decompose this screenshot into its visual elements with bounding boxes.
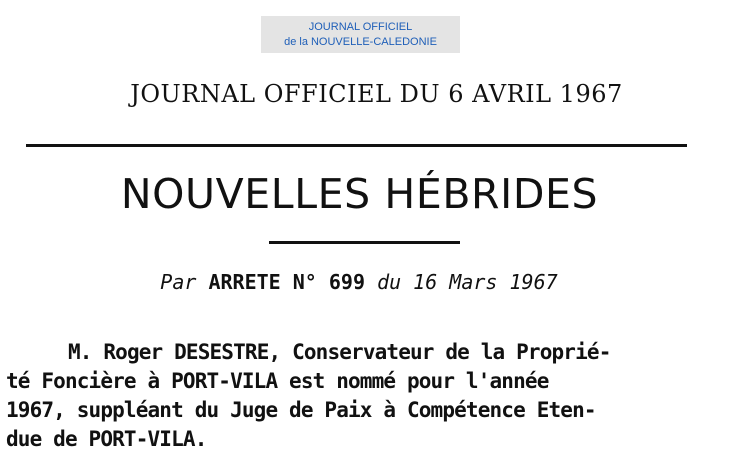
decree-date: du 16 Mars 1967	[377, 270, 558, 294]
decree-body	[0, 338, 753, 454]
body-line-2: té Foncière à PORT-VILA est nommé pour l'année	[6, 369, 549, 393]
journal-masthead: JOURNAL OFFICIEL DU 6 AVRIL 1967	[130, 80, 623, 108]
section-title: NOUVELLES HÉBRIDES	[120, 170, 599, 218]
body-line-1: M. Roger DESESTRE, Conservateur de la Proprié-	[68, 340, 611, 364]
stamp-line-1: JOURNAL OFFICIEL	[308, 21, 413, 33]
publisher-stamp	[261, 16, 460, 53]
decree-arrete: ARRETE	[208, 270, 281, 294]
body-line-4: due de PORT-VILA.	[6, 427, 207, 451]
stamp-line-2: de la NOUVELLE-CALEDONIE	[284, 36, 437, 48]
decree-number: N° 699	[292, 270, 366, 294]
decree-par: Par	[160, 270, 197, 294]
decree-heading	[0, 270, 718, 294]
masthead-rule	[26, 144, 687, 147]
section-rule	[269, 241, 460, 244]
body-line-3: 1967, suppléant du Juge de Paix à Compétence Eten-	[6, 398, 596, 422]
